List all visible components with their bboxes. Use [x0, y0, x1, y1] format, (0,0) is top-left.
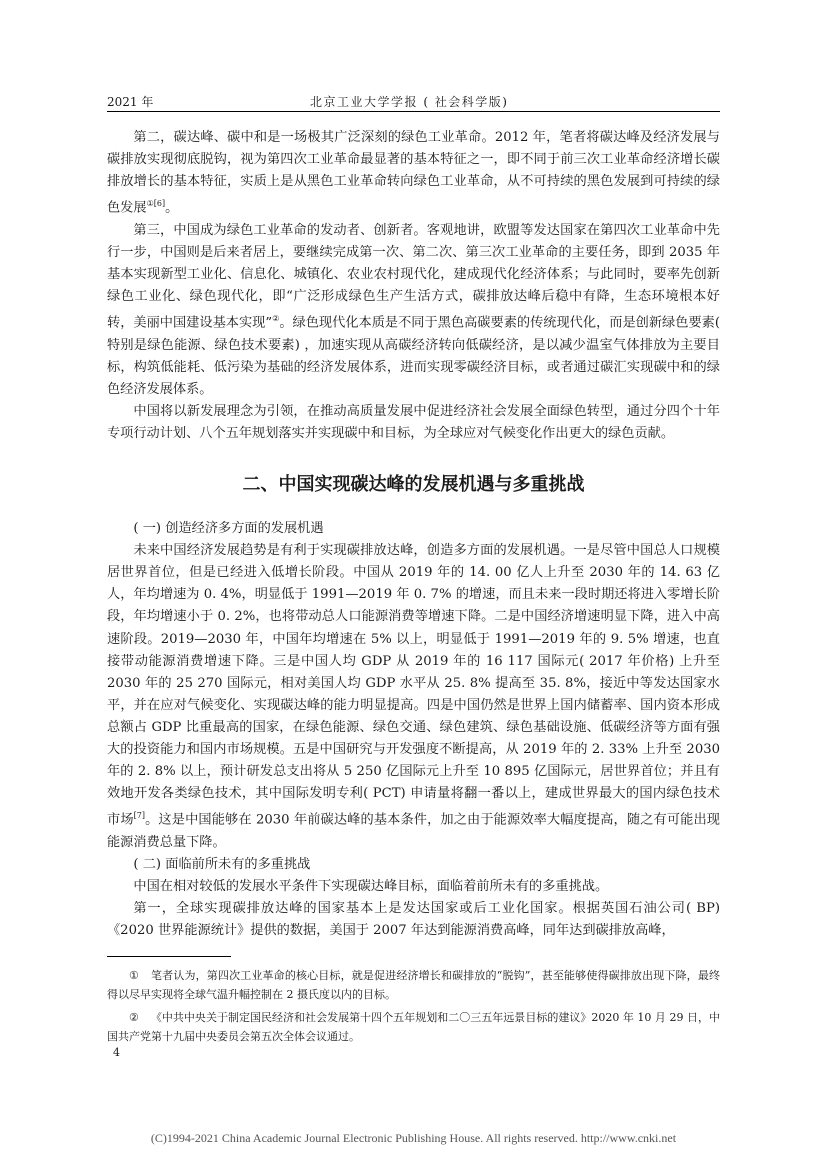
paragraph-challenges-intro	[107, 876, 720, 898]
subsection-heading-challenges: ( 二) 面临前所未有的多重挑战	[133, 856, 311, 872]
paragraph-summary	[107, 401, 720, 445]
footnote-1	[107, 966, 720, 1004]
running-header-journal: 北京工业大学学报 ( 社会科学版)	[310, 95, 509, 109]
footnotes	[107, 966, 720, 1050]
copyright-notice: (C)1994-2021 China Academic Journal Electronic Publishing House. All rights reserved. http://www.cnki.net	[150, 1131, 677, 1145]
paragraph-text: 第一，全球实现碳排放达峰的国家基本上是发达国家或后工业化国家。根据英国石油公司( BP) 《2020 世界能源统计》提供的数据，美国于 2007 年达到能源消费高峰，同年达到碳排放高峰，	[107, 901, 720, 939]
paragraph-tail: 。这是中国能够在 2030 年前碳达峰的基本条件，加之由于能源效率大幅度提高，随之有可能出现能源消费总量下降。	[107, 812, 720, 850]
footnote-ref[interactable]: ①[6]	[146, 199, 166, 209]
subsection-heading-opportunities: ( 一) 创造经济多方面的发展机遇	[133, 521, 324, 537]
header-rule	[107, 111, 720, 112]
footnote-mark: ①	[129, 969, 140, 982]
running-header-year: 2021 年	[107, 95, 154, 109]
paragraph-tail: 。	[165, 200, 179, 216]
paragraph-text: 中国在相对较低的发展水平条件下实现碳达峰目标，面临着前所未有的多重挑战。	[133, 878, 609, 894]
paragraph-second	[107, 127, 720, 220]
page-number: 4	[113, 1046, 120, 1059]
citation-ref[interactable]: [7]	[133, 811, 145, 821]
paragraph-first-challenge	[107, 898, 720, 942]
footnote-text: 笔者认为，第四次工业革命的核心目标，就是促进经济增长和碳排放的“脱钩”，甚至能够使得碳排放出现下降，最终得以尽早实现将全球气温升幅控制在 2 摄氏度以内的目标。	[107, 969, 720, 1001]
footnote-text: 《中共中央关于制定国民经济和社会发展第十四个五年规划和二〇三五年远景目标的建议》2020 年 10 月 29 日，中国共产党第十九届中央委员会第五次全体会议通过。	[107, 1011, 720, 1043]
footnote-rule	[107, 956, 231, 957]
footnote-mark: ②	[129, 1011, 139, 1024]
paragraph-text: 第二，碳达峰、碳中和是一场极其广泛深刻的绿色工业革命。2012 年，笔者将碳达峰及经济发展与碳排放实现彻底脱钩，视为第四次工业革命最显著的基本特征之一，即不同于前三次工业革命经济增长碳排放增长的基本特征，实质上是从黑色工业革命转向绿色工业革命，从不可持续的黑色发展到可持续的绿色发展	[107, 130, 720, 216]
paragraph-text: 第三，中国成为绿色工业革命的发动者、创新者。客观地讲，欧盟等发达国家在第四次工业革命中先行一步，中国则是后来者居上，要继续完成第一次、第二次、第三次工业革命的主要任务，即到 2035 年基本实现新型工业化、信息化、城镇化、农业农村现代化，建成现代化经济体系；与此同时，要率先创新绿色工业化、绿色现代化，即“广泛形成绿色生产生活方式，碳排放达峰后稳中有降，生态环境根本好转，美丽中国建设基本实现”	[107, 222, 720, 331]
article-body	[107, 127, 720, 942]
paragraph-opportunities	[107, 540, 720, 854]
footnote-2	[107, 1008, 720, 1046]
paragraph-tail: 。绿色现代化本质是不同于黑色高碳要素的传统现代化，而是创新绿色要素( 特别是绿色能源、绿色技术要素) ，加速实现从高碳经济转向低碳经济，是以减少温室气体排放为主要目标，构筑低能耗、低污染为基础的经济发展体系，进而实现零碳经济目标，或者通过碳汇实现碳中和的绿色经济发展体系。	[107, 315, 720, 397]
section-title: 二、中国实现碳达峰的发展机遇与多重挑战	[242, 474, 585, 496]
footnote-ref[interactable]: ②	[272, 314, 280, 324]
paragraph-text: 未来中国经济发展趋势是有利于实现碳排放达峰，创造多方面的发展机遇。一是尽管中国总人口规模居世界首位，但是已经进入低增长阶段。中国从 2019 年的 14. 00 亿人上升至 2030 年的 14. 63 亿人，年均增速为 0. 4%，明显低于 1991—2019 年 0. 7% 的增速，而且未来一段时期还将进入零增长阶段，年均增速小于 0. 2%，也将带动总人口能源消费等增速下降。二是中国经济增速明显下降，进入中高速阶段。2019—2030 年，中国年均增速在 5% 以上，明显低于 1991—2019 年的 9. 5% 增速，也直接带动能源消费增速下降。三是中国人均 GDP 从 2019 年的 16 117 国际元( 2017 年价格) 上升至 2030 年的 25 270 国际元，相对美国人均 GDP 水平从 25. 8% 提高至 35. 8%，接近中等发达国家水平，并在应对气候变化、实现碳达峰的能力明显提高。四是中国仍然是世界上国内储蓄率、国内资本形成总额占 GDP 比重最高的国家，在绿色能源、绿色交通、绿色建筑、绿色基础设施、低碳经济等方面有强大的投资能力和国内市场规模。五是中国研究与开发强度不断提高，从 2019 年的 2. 33% 上升至 2030 年的 2. 8% 以上，预计研发总支出将从 5 250 亿国际元上升至 10 895 亿国际元，居世界首位；并且有效地开发各类绿色技术，其中国际发明专利( PCT) 申请量将翻一番以上，建成世界最大的国内绿色技术市场	[107, 543, 720, 828]
paragraph-third	[107, 220, 720, 401]
paragraph-text: 中国将以新发展理念为引领，在推动高质量发展中促进经济社会发展全面绿色转型，通过分四个十年专项行动计划、八个五年规划落实并实现碳中和目标，为全球应对气候变化作出更大的绿色贡献。	[107, 403, 720, 441]
